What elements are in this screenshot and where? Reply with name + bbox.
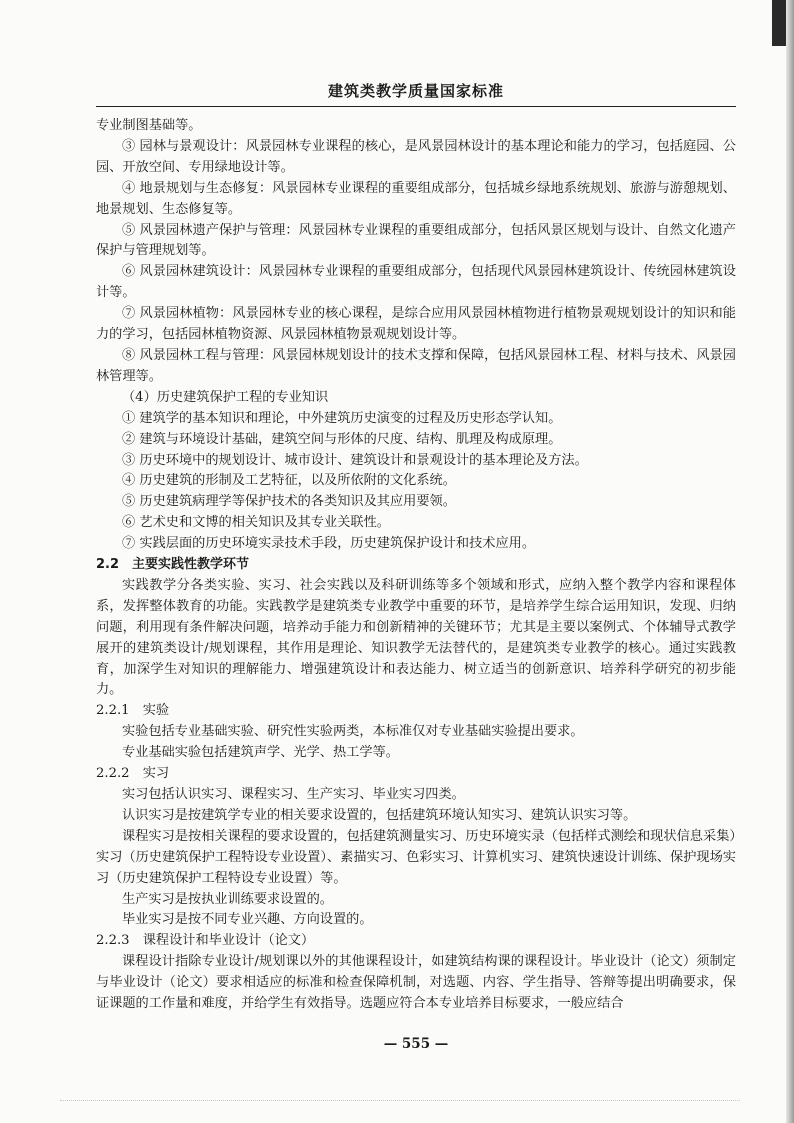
paragraph: 课程设计指除专业设计/规划课以外的其他课程设计，如建筑结构课的课程设计。毕业设计（论文）须制定与毕业设计（论文）要求相适应的标准和检查保障机制，对选题、内容、学生指导、答辩等提出明确要求，保证课题的工作量和难度，并给学生有效指导。选题应符合本专业培养目标要求，一般应结合 bbox=[96, 954, 736, 1012]
subsection-heading: 2.2.2 实习 bbox=[96, 766, 170, 782]
paragraph: ⑦ 风景园林植物：风景园林专业的核心课程，是综合应用风景园林植物进行植物景观规划设计的知识和能力的学习，包括园林植物资源、风景园林植物景观规划设计等。 bbox=[96, 306, 736, 343]
paragraph: 课程实习是按相关课程的要求设置的，包括建筑测量实习、历史环境实录（包括样式测绘和现状信息采集）实习（历史建筑保护工程特设专业设置）、素描实习、色彩实习、计算机实习、建筑快速设计训练、保护现场实习（历史建筑保护工程特设专业设置）等。 bbox=[96, 828, 736, 886]
paragraph: ⑤ 风景园林遗产保护与管理：风景园林专业课程的重要组成部分，包括风景区规划与设计、自然文化遗产保护与管理规划等。 bbox=[96, 222, 736, 259]
paragraph: 毕业实习是按不同专业兴趣、方向设置的。 bbox=[122, 912, 373, 928]
scan-edge-shadow bbox=[786, 0, 794, 1123]
paragraph: 实践教学分各类实验、实习、社会实践以及科研训练等多个领域和形式，应纳入整个教学内容和课程体系，发挥整体教育的功能。实践教学是建筑类专业教学中重要的环节，是培养学生综合运用知识，发现、归纳问题，利用现有条件解决问题，培养动手能力和创新精神的关键环节；尤其是主要以案例式、个体辅导式教学展开的建筑类设计/规划课程，其作用是理论、知识教学无法替代的，是建筑类专业教学的核心。通过实践教育，加深学生对知识的理解能力、增强建筑设计和表达能力、树立适当的创新意识、培养科学研究的初步能力。 bbox=[96, 577, 736, 698]
section-heading: 2.2 主要实践性教学环节 bbox=[96, 557, 250, 573]
subsection-heading: 2.2.1 实验 bbox=[96, 703, 170, 719]
body-text bbox=[96, 116, 736, 1015]
paragraph: 实习包括认识实习、课程实习、生产实习、毕业实习四类。 bbox=[122, 787, 465, 802]
paragraph: 生产实习是按执业训练要求设置的。 bbox=[122, 891, 333, 907]
paragraph: 专业基础实验包括建筑声学、光学、热工学等。 bbox=[122, 745, 399, 761]
paragraph: 实验包括专业基础实验、研究性实验两类，本标准仅对专业基础实验提出要求。 bbox=[122, 724, 584, 740]
paragraph: ⑧ 风景园林工程与管理：风景园林规划设计的技术支撑和保障，包括风景园林工程、材料与技术、风景园林管理等。 bbox=[96, 347, 736, 384]
paragraph: ④ 历史建筑的形制及工艺特征，以及所依附的文化系统。 bbox=[122, 473, 456, 489]
paragraph: ⑥ 风景园林建筑设计：风景园林专业课程的重要组成部分，包括现代风景园林建筑设计、传统园林建筑设计等。 bbox=[96, 264, 736, 301]
page-number: — 555 — bbox=[383, 1036, 449, 1052]
paragraph: ③ 历史环境中的规划设计、城市设计、建筑设计和景观设计的基本理论及方法。 bbox=[122, 452, 588, 468]
paragraph: 认识实习是按建筑学专业的相关要求设置的，包括建筑环境认知实习、建筑认识实习等。 bbox=[122, 807, 637, 823]
running-header: 建筑类教学质量国家标准 bbox=[327, 82, 504, 100]
paragraph: ④ 地景规划与生态修复：风景园林专业课程的重要组成部分，包括城乡绿地系统规划、旅游与游憩规划、地景规划、生态修复等。 bbox=[96, 180, 736, 217]
paragraph: ⑦ 实践层面的历史环境实录技术手段，历史建筑保护设计和技术应用。 bbox=[122, 536, 536, 552]
paragraph: ② 建筑与环境设计基础，建筑空间与形体的尺度、结构、肌理及构成原理。 bbox=[122, 431, 562, 447]
scan-edge-mark bbox=[772, 0, 786, 46]
scan-bottom-noise bbox=[60, 1100, 740, 1102]
subsection-heading: 2.2.3 课程设计和毕业设计（论文） bbox=[96, 933, 315, 949]
paragraph: （4）历史建筑保护工程的专业知识 bbox=[122, 389, 329, 405]
paragraph: ③ 园林与景观设计：风景园林专业课程的核心，是风景园林设计的基本理论和能力的学习，包括庭园、公园、开放空间、专用绿地设计等。 bbox=[96, 138, 736, 175]
paragraph: ① 建筑学的基本知识和理论，中外建筑历史演变的过程及历史形态学认知。 bbox=[122, 410, 562, 426]
header-rule bbox=[96, 106, 736, 107]
paragraph: ⑤ 历史建筑病理学等保护技术的各类知识及其应用要领。 bbox=[122, 494, 456, 510]
paragraph-continuation: 专业制图基础等。 bbox=[96, 118, 202, 133]
paragraph: ⑥ 艺术史和文博的相关知识及其专业关联性。 bbox=[122, 515, 390, 531]
